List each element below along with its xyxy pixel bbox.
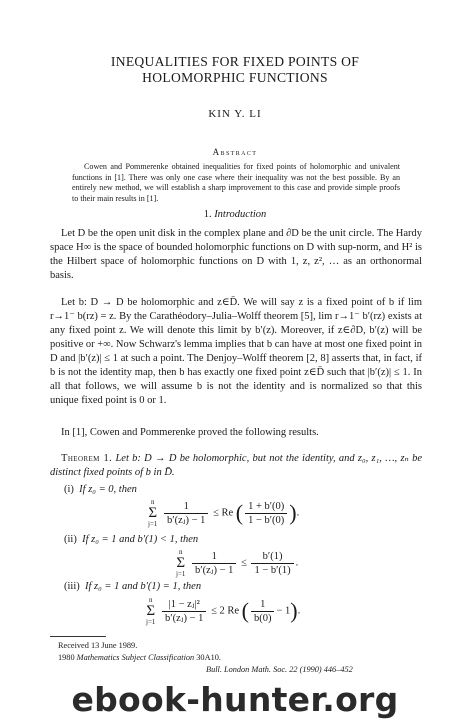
case-ii <box>64 533 198 547</box>
formula-i-operator: ≤ Re <box>213 507 234 519</box>
paragraph-2: Let b: D → D be holomorphic and z∈D̄. We will say z is a fixed point of b if lim r→1⁻ b(rz) = z. By the Carathéodory–Julia–Wolff theorem [5], lim r→1⁻ b′(rz) exists at any fixed point z. We will denote this limit by b′(z). Moreover, if z∈∂D, b′(z) will be positive or +∞. Now Schwarz's lemma implies that b can have at most one fixed point in D and |b′(z)| ≤ 1 at such a point. The Denjoy–Wolff theorem [2, 8] asserts that, in fact, if b is not the identity map, then b has exactly one fixed point z∈D̄ such that |b′(z)| ≤ 1. In all that follows, we will assume b is not the identity and is normalized so that this unique fixed point is 0 or 1. <box>50 297 422 406</box>
theorem-label: Theorem 1. <box>61 453 113 464</box>
watermark-banner: ebook-hunter.org <box>71 680 399 719</box>
section-heading <box>0 209 470 220</box>
abstract-text: Cowen and Pommerenke obtained inequalities for fixed points of holomorphic and univalent functions in [1]. There was only one case where their inequality was not the best possible. By an entirely new method, we will establish a sharp improvement to this case and provide simple proofs to their main results in [1]. <box>72 162 400 203</box>
author-name: KIN Y. LI <box>208 108 262 120</box>
formula-iii: n Σ j=1 $\frac{\text{|1 − zⱼ|²}}{\text{b′(zⱼ) − 1}}$ ≤ 2 Re ( $\frac{1}{b(0)}$ − 1). <box>146 596 301 626</box>
section-title: Introduction <box>214 209 267 220</box>
formula-iii-lhs: $\frac{\text{|1 − zⱼ|²}}{\text{b′(zⱼ) − 1}}$ <box>162 598 206 625</box>
theorem-statement <box>50 452 422 480</box>
case-ii-condition: If z₀ = 1 and b′(1) < 1, then <box>82 534 199 545</box>
formula-iii-rhs: $\frac{1}{b(0)}$ <box>251 598 275 625</box>
footnote-rule <box>50 636 106 637</box>
formula-ii-rhs: $\frac{b'(1)}{1 - b'(1)}$ <box>251 550 293 577</box>
abstract-heading: Abstract <box>212 147 258 157</box>
section-number: 1. <box>203 209 212 220</box>
sum-symbol: n Σ j=1 <box>146 596 156 626</box>
paragraph-1: Let D be the open unit disk in the complex plane and ∂D be the unit circle. The Hardy space H∞ is the space of bounded holomorphic functions on D with sup-norm, and H² is the Hilbert space of holomorphic functions on D with 1, z, z², … as an orthonormal basis. <box>50 228 423 281</box>
paper-title-line-2: HOLOMORPHIC FUNCTIONS <box>142 70 328 85</box>
case-iii-condition: If z₀ = 1 and b′(1) = 1, then <box>85 581 202 592</box>
formula-iii-operator: ≤ 2 Re <box>211 605 239 617</box>
paragraph-3: In [1], Cowen and Pommerenke proved the following results. <box>61 427 319 438</box>
case-iii <box>64 580 201 594</box>
case-iii-label: (iii) <box>64 581 80 592</box>
formula-ii-lhs: $\frac{1}{\text{b′(zⱼ) − 1}}$ <box>192 550 236 577</box>
case-i-label: (i) <box>64 484 74 495</box>
msc-classification: 1980 Mathematics Subject Classification 30A10. <box>58 653 221 662</box>
formula-ii: n Σ j=1 $\frac{1}{\text{b′(zⱼ) − 1}}$ ≤ $\frac{b'(1)}{1 - b'(1)}$ . <box>176 548 299 578</box>
paper-title-line-1: INEQUALITIES FOR FIXED POINTS OF <box>110 54 360 69</box>
formula-i-lhs: $\frac{1}{\text{b′(zⱼ) − 1}}$ <box>164 500 208 527</box>
received-date: Received 13 June 1989. <box>58 641 138 650</box>
case-ii-label: (ii) <box>64 534 77 545</box>
case-i <box>64 483 137 497</box>
theorem-text: Let b: D → D be holomorphic, but not the identity, and z₀, z₁, …, zₙ be distinct fixed points of b in D̄. <box>50 453 422 478</box>
formula-ii-operator: ≤ <box>241 557 247 569</box>
journal-citation: Bull. London Math. Soc. 22 (1990) 446–452 <box>206 665 353 674</box>
formula-i: n Σ j=1 $\frac{1}{\text{b′(zⱼ) − 1}}$ ≤ Re ( $\frac{1 + b'(0)}{1 - b'(0)}$ ). <box>148 498 300 528</box>
sum-symbol: n Σ j=1 <box>176 548 186 578</box>
formula-i-rhs: $\frac{1 + b'(0)}{1 - b'(0)}$ <box>245 500 287 527</box>
sum-symbol: n Σ j=1 <box>148 498 158 528</box>
case-i-condition: If z₀ = 0, then <box>79 484 137 495</box>
